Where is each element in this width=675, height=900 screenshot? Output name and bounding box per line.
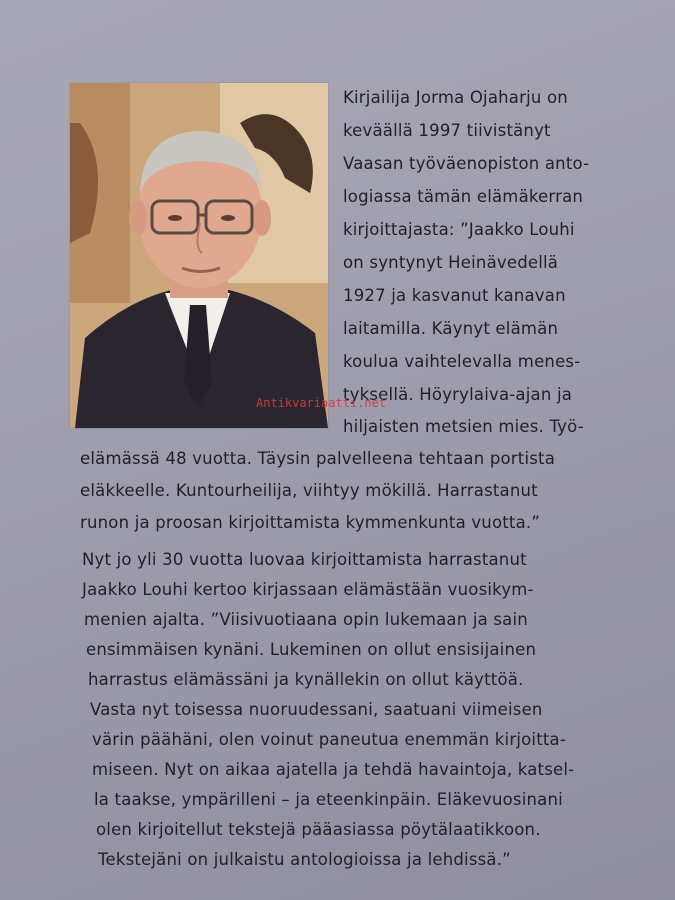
text-line: Vaasan työväenopiston anto- <box>343 154 590 173</box>
text-line: 1927 ja kasvanut kanavan <box>343 286 566 305</box>
text-line: elämässä 48 vuotta. Täysin palvelleena tehtaan portista <box>80 449 556 468</box>
text-line: eläkkeelle. Kuntourheilija, viihtyy mökillä. Harrastanut <box>80 481 538 500</box>
text-line: menien ajalta. ”Viisivuotiaana opin lukemaan ja sain <box>84 610 528 629</box>
text-line: olen kirjoitellut tekstejä pääasiassa pöytälaatikkoon. <box>96 820 541 839</box>
text-line: la taakse, ympärilleni – ja eteenkinpäin. Eläkevuosinani <box>94 790 563 809</box>
text-line: Kirjailija Jorma Ojaharju on <box>343 88 568 107</box>
author-portrait-photo <box>70 83 328 428</box>
watermark-text: Antikvariaatti.net <box>256 396 387 410</box>
text-line: värin päähäni, olen voinut paneutua enemmän kirjoitta- <box>92 730 566 749</box>
text-line: Jaakko Louhi kertoo kirjassaan elämästään vuosikym- <box>82 580 534 599</box>
text-line: laitamilla. Käynyt elämän <box>343 319 559 338</box>
text-line: ensimmäisen kynäni. Lukeminen on ollut ensisijainen <box>86 640 537 659</box>
text-line: Nyt jo yli 30 vuotta luovaa kirjoittamista harrastanut <box>82 550 527 569</box>
text-line: kirjoittajasta: ”Jaakko Louhi <box>343 220 575 239</box>
text-line: Tekstejäni on julkaistu antologioissa ja lehdissä.” <box>98 850 511 869</box>
text-line: hiljaisten metsien mies. Työ- <box>343 417 584 436</box>
text-line: on syntynyt Heinävedellä <box>343 253 559 272</box>
text-line: logiassa tämän elämäkerran <box>343 187 584 206</box>
text-line: koulua vaihtelevalla menes- <box>343 352 581 371</box>
text-line: miseen. Nyt on aikaa ajatella ja tehdä havaintoja, katsel- <box>92 760 575 779</box>
text-line: harrastus elämässäni ja kynällekin on ollut käyttöä. <box>88 670 524 689</box>
text-line: runon ja proosan kirjoittamista kymmenkunta vuotta.” <box>80 513 541 532</box>
text-line: Vasta nyt toisessa nuoruudessani, saatuani viimeisen <box>90 700 543 719</box>
text-line: tyksellä. Höyrylaiva-ajan ja <box>343 385 573 404</box>
text-line: keväällä 1997 tiivistänyt <box>343 121 551 140</box>
